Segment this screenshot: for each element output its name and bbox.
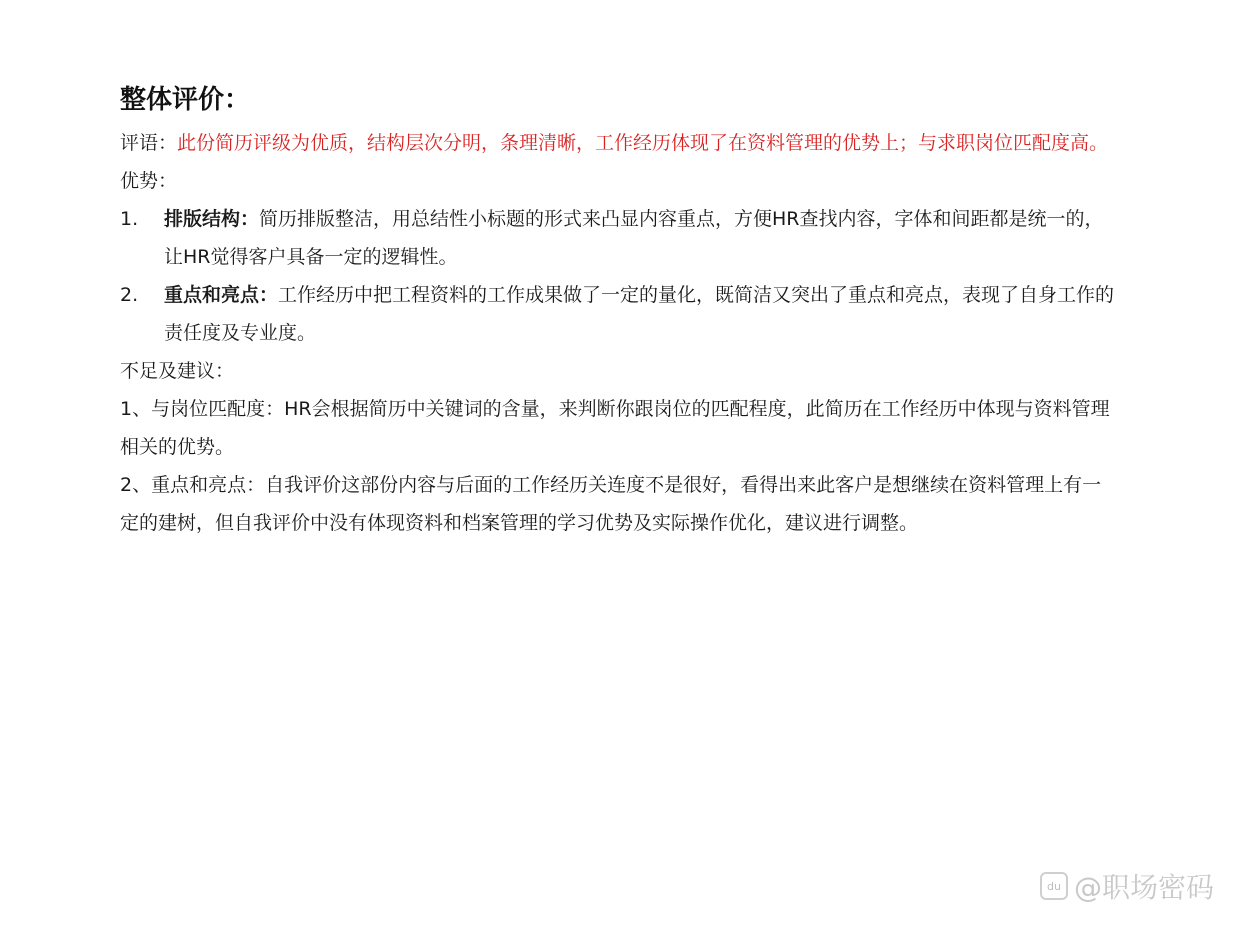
- weakness-label: 不足及建议：: [120, 360, 235, 382]
- suggestion-item-1: [120, 390, 1120, 466]
- strengths-label: 优势：: [120, 170, 178, 192]
- watermark-text: @职场密码: [1073, 871, 1214, 904]
- suggestion-heading: 1、与岗位匹配度：: [120, 398, 285, 420]
- strength-heading: 排版结构：: [164, 208, 260, 230]
- strength-number: 1.: [120, 208, 139, 230]
- strength-text: 简历排版整洁，用总结性小标题的形式来凸显内容重点，方便HR查找内容，字体和间距都是统一的，让HR觉得客户具备一定的逻辑性。: [164, 208, 1104, 268]
- comment-text: 此份简历评级为优质，结构层次分明，条理清晰，工作经历体现了在资料管理的优势上；与求职岗位匹配度高。: [177, 132, 1109, 154]
- section-title: 整体评价：: [120, 85, 251, 115]
- suggestion-item-2: [120, 466, 1120, 542]
- watermark-badge-icon: du: [1040, 872, 1068, 900]
- strength-text: 工作经历中把工程资料的工作成果做了一定的量化，既简洁又突出了重点和亮点，表现了自身工作的责任度及专业度。: [164, 284, 1115, 344]
- strength-item-2: [120, 276, 1120, 352]
- suggestion-text: HR会根据简历中关键词的含量，来判断你跟岗位的匹配程度，此简历在工作经历中体现与资料管理相关的优势。: [120, 398, 1110, 458]
- strength-heading: 重点和亮点：: [164, 284, 279, 306]
- document-page: [120, 80, 1120, 542]
- suggestion-text: 自我评价这部份内容与后面的工作经历关连度不是很好，看得出来此客户是想继续在资料管理上有一定的建树，但自我评价中没有体现资料和档案管理的学习优势及实际操作优化，建议进行调整。: [120, 474, 1102, 534]
- watermark: [1040, 866, 1214, 906]
- comment-paragraph: [120, 124, 1120, 162]
- comment-label: 评语：: [120, 132, 178, 154]
- strength-item-1: [120, 200, 1120, 276]
- suggestion-heading: 2、重点和亮点：: [120, 474, 266, 496]
- strength-number: 2.: [120, 284, 139, 306]
